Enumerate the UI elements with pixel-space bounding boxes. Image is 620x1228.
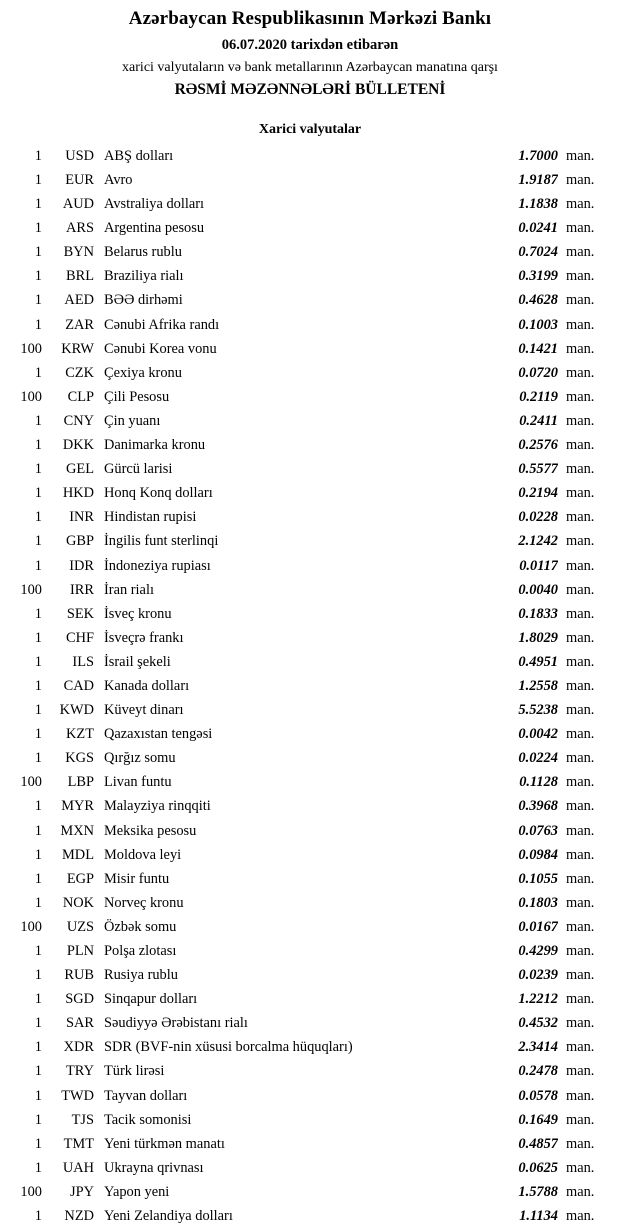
currency-rate: 0.0720 xyxy=(518,364,558,381)
currency-code: DKK xyxy=(62,437,94,454)
currency-unit: man. xyxy=(566,798,595,815)
currency-unit: man. xyxy=(566,533,595,550)
currency-quantity: 1 xyxy=(34,1087,42,1104)
currency-rate: 0.7024 xyxy=(518,244,558,261)
currency-quantity: 1 xyxy=(34,364,42,381)
currency-rate: 0.0228 xyxy=(518,509,558,526)
currency-quantity: 1 xyxy=(34,316,42,333)
currency-rate: 0.1055 xyxy=(518,870,558,887)
currency-name: ABŞ dolları xyxy=(104,147,174,164)
currency-name: BƏƏ dirhəmi xyxy=(104,292,183,309)
currency-code: BRL xyxy=(66,268,94,285)
currency-rate: 0.1649 xyxy=(518,1111,558,1128)
table-row xyxy=(0,168,620,192)
currency-quantity: 1 xyxy=(34,485,42,502)
currency-rate: 0.3968 xyxy=(518,798,558,815)
currency-code: AUD xyxy=(62,196,94,213)
currency-quantity: 100 xyxy=(20,340,42,357)
currency-code: KGS xyxy=(65,750,94,767)
currency-rate: 5.5238 xyxy=(518,702,558,719)
page-title: Azərbaycan Respublikasının Mərkəzi Bankı xyxy=(128,8,492,29)
currency-unit: man. xyxy=(566,774,595,791)
currency-unit: man. xyxy=(566,316,595,333)
currency-code: PLN xyxy=(66,943,94,959)
currency-rate: 0.2411 xyxy=(519,412,558,429)
currency-quantity: 1 xyxy=(34,533,42,550)
currency-quantity: 1 xyxy=(34,557,42,574)
table-row xyxy=(0,1180,620,1204)
currency-name: Polşa zlotası xyxy=(104,943,177,959)
currency-code: IRR xyxy=(70,581,94,598)
effective-date-line: 06.07.2020 tarixdən etibarən xyxy=(221,36,399,53)
table-row xyxy=(0,264,620,288)
currency-quantity: 1 xyxy=(34,967,42,984)
table-row xyxy=(0,144,620,168)
currency-code: GBP xyxy=(66,533,94,550)
currency-quantity: 1 xyxy=(34,677,42,694)
currency-unit: man. xyxy=(566,196,595,213)
currency-unit: man. xyxy=(566,918,595,935)
currency-code: TMT xyxy=(63,1135,94,1152)
currency-quantity: 1 xyxy=(34,1208,42,1225)
currency-rate: 0.2478 xyxy=(518,1063,558,1080)
currency-unit: man. xyxy=(566,629,595,646)
currency-unit: man. xyxy=(566,967,595,984)
table-row xyxy=(0,698,620,722)
currency-quantity: 1 xyxy=(34,437,42,454)
currency-code: MDL xyxy=(62,846,94,863)
currency-quantity: 1 xyxy=(34,268,42,285)
currency-rate: 0.1833 xyxy=(518,605,558,622)
currency-name: Çili Pesosu xyxy=(104,388,170,405)
currency-code: HKD xyxy=(62,485,94,502)
currency-unit: man. xyxy=(566,388,595,405)
currency-code: EUR xyxy=(65,172,94,188)
currency-unit: man. xyxy=(566,605,595,622)
currency-name: Moldova leyi xyxy=(104,846,182,863)
currency-rate: 0.3199 xyxy=(518,268,558,285)
currency-code: NOK xyxy=(62,894,94,911)
currency-quantity: 1 xyxy=(34,172,42,188)
currency-rate: 0.0167 xyxy=(518,918,558,935)
currency-rate: 2.3414 xyxy=(518,1039,558,1056)
currency-unit: man. xyxy=(566,461,595,478)
currency-code: LBP xyxy=(67,774,94,791)
currency-rate: 0.1803 xyxy=(518,894,558,911)
currency-name: Meksika pesosu xyxy=(104,822,197,839)
currency-name: SDR (BVF-nin xüsusi borcalma hüquqları) xyxy=(104,1039,353,1056)
currency-code: USD xyxy=(65,147,94,164)
currency-rate: 1.2212 xyxy=(518,991,558,1008)
currency-quantity: 1 xyxy=(34,943,42,959)
currency-code: ILS xyxy=(72,653,94,670)
currency-code: GEL xyxy=(66,461,94,478)
currency-code: TWD xyxy=(61,1087,94,1104)
currency-quantity: 1 xyxy=(34,147,42,164)
currency-quantity: 1 xyxy=(34,870,42,887)
currency-quantity: 1 xyxy=(34,702,42,719)
currency-unit: man. xyxy=(566,1063,595,1080)
currency-rate: 0.0224 xyxy=(518,750,558,767)
currency-name: Cənubi Korea vonu xyxy=(104,340,217,357)
currency-rate: 0.0117 xyxy=(519,557,558,574)
currency-code: UAH xyxy=(62,1159,94,1176)
currency-code: ZAR xyxy=(65,316,94,333)
currency-name: Kanada dolları xyxy=(104,677,190,694)
currency-unit: man. xyxy=(566,412,595,429)
table-row xyxy=(0,481,620,505)
currency-quantity: 1 xyxy=(34,894,42,911)
currency-name: Rusiya rublu xyxy=(104,967,178,984)
currency-rate: 0.1421 xyxy=(518,340,558,357)
currency-name: Özbək somu xyxy=(104,918,177,935)
currency-quantity: 1 xyxy=(34,1039,42,1056)
currency-name: Danimarka kronu xyxy=(104,437,206,454)
table-row xyxy=(0,1156,620,1180)
currency-unit: man. xyxy=(566,485,595,502)
currency-code: KWD xyxy=(59,702,94,719)
table-row xyxy=(0,433,620,457)
currency-rate: 0.0984 xyxy=(518,846,558,863)
table-row xyxy=(0,529,620,553)
currency-unit: man. xyxy=(566,943,595,959)
currency-quantity: 1 xyxy=(34,605,42,622)
table-row xyxy=(0,554,620,578)
exchange-rates-table xyxy=(0,144,620,1228)
currency-quantity: 1 xyxy=(34,412,42,429)
currency-unit: man. xyxy=(566,1087,595,1104)
currency-rate: 0.0042 xyxy=(518,726,558,743)
currency-name: Küveyt dinarı xyxy=(104,702,184,719)
currency-quantity: 1 xyxy=(34,220,42,237)
currency-name: Tacik somonisi xyxy=(104,1111,192,1128)
currency-rate: 0.4532 xyxy=(518,1015,558,1032)
currency-rate: 0.0763 xyxy=(518,822,558,839)
currency-rate: 0.1128 xyxy=(519,774,558,791)
currency-rate: 0.0625 xyxy=(518,1159,558,1176)
currency-quantity: 1 xyxy=(34,1111,42,1128)
table-row xyxy=(0,770,620,794)
currency-name: Sinqapur dolları xyxy=(104,991,198,1008)
currency-unit: man. xyxy=(566,147,595,164)
currency-rate: 0.2576 xyxy=(518,437,558,454)
currency-name: Livan funtu xyxy=(104,774,172,791)
table-row xyxy=(0,240,620,264)
table-row xyxy=(0,409,620,433)
currency-unit: man. xyxy=(566,822,595,839)
document-bulletin-title: RƏSMİ MƏZƏNNƏLƏRİ BÜLLETENİ xyxy=(174,81,446,99)
table-row xyxy=(0,987,620,1011)
currency-unit: man. xyxy=(566,1159,595,1176)
currency-quantity: 1 xyxy=(34,292,42,309)
currency-quantity: 1 xyxy=(34,509,42,526)
currency-name: Yeni türkmən manatı xyxy=(104,1135,225,1152)
currency-rate: 0.0239 xyxy=(518,967,558,984)
currency-rate: 0.0040 xyxy=(518,581,558,598)
table-row xyxy=(0,602,620,626)
table-row xyxy=(0,505,620,529)
currency-unit: man. xyxy=(566,268,595,285)
document-header xyxy=(0,0,620,100)
table-row xyxy=(0,578,620,602)
currency-name: İngilis funt sterlinqi xyxy=(104,533,219,550)
currency-unit: man. xyxy=(566,340,595,357)
currency-name: Norveç kronu xyxy=(104,894,184,911)
currency-unit: man. xyxy=(566,750,595,767)
currency-name: Çin yuanı xyxy=(104,412,161,429)
table-row xyxy=(0,1011,620,1035)
currency-rate: 0.5577 xyxy=(518,461,558,478)
currency-unit: man. xyxy=(566,220,595,237)
currency-code: SGD xyxy=(65,991,94,1008)
currency-rate: 1.5788 xyxy=(518,1183,558,1200)
currency-rate: 0.4628 xyxy=(518,292,558,309)
currency-code: CNY xyxy=(63,412,94,429)
currency-name: Qırğız somu xyxy=(104,750,176,767)
currency-name: Cənubi Afrika randı xyxy=(104,316,220,333)
currency-code: CZK xyxy=(65,364,94,381)
currency-rate: 1.7000 xyxy=(518,147,558,164)
table-row xyxy=(0,674,620,698)
currency-name: Hindistan rupisi xyxy=(104,509,197,526)
currency-name: Çexiya kronu xyxy=(104,364,182,381)
currency-rate: 0.4951 xyxy=(518,653,558,670)
currency-unit: man. xyxy=(566,581,595,598)
currency-code: KRW xyxy=(61,340,94,357)
table-row xyxy=(0,313,620,337)
currency-name: İsrail şekeli xyxy=(104,653,171,670)
table-row xyxy=(0,385,620,409)
currency-unit: man. xyxy=(566,509,595,526)
currency-rate: 2.1242 xyxy=(518,533,558,550)
table-row xyxy=(0,867,620,891)
table-row xyxy=(0,288,620,312)
table-row xyxy=(0,963,620,987)
currency-quantity: 1 xyxy=(34,244,42,261)
table-row xyxy=(0,794,620,818)
currency-code: NZD xyxy=(64,1208,94,1225)
currency-code: CLP xyxy=(67,388,94,405)
currency-name: Malayziya rinqqiti xyxy=(104,798,211,815)
exchange-rates-body xyxy=(0,144,620,1228)
currency-name: İsveç kronu xyxy=(104,605,172,622)
table-row xyxy=(0,746,620,770)
table-row xyxy=(0,843,620,867)
table-row xyxy=(0,915,620,939)
currency-code: ARS xyxy=(66,220,94,237)
currency-name: Tayvan dolları xyxy=(104,1087,188,1104)
currency-code: UZS xyxy=(66,918,94,935)
currency-name: Gürcü larisi xyxy=(104,461,173,478)
table-row xyxy=(0,1035,620,1059)
currency-rate: 0.2194 xyxy=(518,485,558,502)
currency-name: Braziliya rialı xyxy=(104,268,184,285)
currency-name: Səudiyyə Ərəbistanı rialı xyxy=(104,1015,248,1032)
currency-unit: man. xyxy=(566,292,595,309)
currency-code: AED xyxy=(64,292,94,309)
table-row xyxy=(0,1084,620,1108)
currency-rate: 1.9187 xyxy=(518,172,558,188)
currency-name: Argentina pesosu xyxy=(104,220,205,237)
currency-code: TRY xyxy=(66,1063,94,1080)
currency-quantity: 1 xyxy=(34,798,42,815)
currency-code: JPY xyxy=(70,1183,94,1200)
currency-rate: 0.1003 xyxy=(518,316,558,333)
currency-quantity: 1 xyxy=(34,629,42,646)
currency-quantity: 1 xyxy=(34,653,42,670)
currency-quantity: 100 xyxy=(20,581,42,598)
table-row xyxy=(0,216,620,240)
currency-quantity: 1 xyxy=(34,196,42,213)
document-subtitle: xarici valyutaların və bank metallarının Azərbaycan manatına qarşı xyxy=(122,59,498,75)
currency-quantity: 1 xyxy=(34,1015,42,1032)
table-row xyxy=(0,939,620,963)
currency-unit: man. xyxy=(566,894,595,911)
currency-name: Yapon yeni xyxy=(104,1183,170,1200)
currency-rate: 0.4857 xyxy=(518,1135,558,1152)
table-row xyxy=(0,819,620,843)
section-title-foreign-currencies: Xarici valyutalar xyxy=(258,121,362,137)
currency-rate: 1.1838 xyxy=(518,196,558,213)
currency-rate: 1.1134 xyxy=(519,1208,558,1225)
table-row xyxy=(0,722,620,746)
currency-unit: man. xyxy=(566,1208,595,1225)
table-row xyxy=(0,1059,620,1083)
currency-name: İsveçrə frankı xyxy=(104,629,184,646)
currency-code: CHF xyxy=(66,629,94,646)
currency-name: Avro xyxy=(104,172,133,188)
currency-unit: man. xyxy=(566,244,595,261)
currency-unit: man. xyxy=(566,172,595,188)
currency-unit: man. xyxy=(566,702,595,719)
table-row xyxy=(0,891,620,915)
currency-rate: 1.2558 xyxy=(518,677,558,694)
currency-rate: 0.0241 xyxy=(518,220,558,237)
currency-code: SAR xyxy=(66,1015,94,1032)
currency-code: INR xyxy=(69,509,94,526)
currency-code: BYN xyxy=(63,244,94,261)
table-row xyxy=(0,1108,620,1132)
currency-name: Ukrayna qrivnası xyxy=(104,1159,204,1176)
currency-unit: man. xyxy=(566,726,595,743)
currency-code: XDR xyxy=(63,1039,94,1056)
currency-quantity: 1 xyxy=(34,822,42,839)
currency-quantity: 100 xyxy=(20,1183,42,1200)
currency-rate: 1.8029 xyxy=(518,629,558,646)
currency-unit: man. xyxy=(566,870,595,887)
currency-quantity: 1 xyxy=(34,1159,42,1176)
currency-quantity: 1 xyxy=(34,1063,42,1080)
currency-code: CAD xyxy=(63,677,94,694)
currency-unit: man. xyxy=(566,653,595,670)
currency-name: Avstraliya dolları xyxy=(104,196,205,213)
currency-unit: man. xyxy=(566,557,595,574)
currency-code: KZT xyxy=(66,726,94,743)
currency-unit: man. xyxy=(566,1015,595,1032)
currency-name: İran rialı xyxy=(104,581,154,598)
currency-code: MXN xyxy=(60,822,94,839)
currency-rate: 0.4299 xyxy=(518,943,558,959)
currency-code: RUB xyxy=(64,967,94,984)
currency-name: Türk lirəsi xyxy=(104,1063,165,1080)
currency-name: Belarus rublu xyxy=(104,244,182,261)
currency-unit: man. xyxy=(566,437,595,454)
currency-code: SEK xyxy=(66,605,94,622)
table-row xyxy=(0,650,620,674)
currency-unit: man. xyxy=(566,991,595,1008)
currency-unit: man. xyxy=(566,846,595,863)
currency-quantity: 1 xyxy=(34,750,42,767)
currency-name: Qazaxıstan tengəsi xyxy=(104,726,213,743)
currency-name: Yeni Zelandiya dolları xyxy=(104,1208,233,1225)
currency-unit: man. xyxy=(566,677,595,694)
currency-quantity: 100 xyxy=(20,388,42,405)
currency-quantity: 1 xyxy=(34,1135,42,1152)
currency-code: TJS xyxy=(71,1111,94,1128)
currency-quantity: 1 xyxy=(34,461,42,478)
currency-name: Misir funtu xyxy=(104,870,170,887)
table-row xyxy=(0,361,620,385)
currency-unit: man. xyxy=(566,1111,595,1128)
currency-name: Honq Konq dolları xyxy=(104,485,213,502)
table-row xyxy=(0,626,620,650)
currency-unit: man. xyxy=(566,364,595,381)
currency-code: EGP xyxy=(66,870,94,887)
currency-rate: 0.2119 xyxy=(519,388,558,405)
table-row xyxy=(0,457,620,481)
table-row xyxy=(0,1132,620,1156)
currency-quantity: 1 xyxy=(34,726,42,743)
table-row xyxy=(0,192,620,216)
currency-unit: man. xyxy=(566,1039,595,1056)
currency-code: IDR xyxy=(69,557,94,574)
currency-quantity: 100 xyxy=(20,774,42,791)
currency-unit: man. xyxy=(566,1135,595,1152)
currency-quantity: 1 xyxy=(34,991,42,1008)
currency-quantity: 1 xyxy=(34,846,42,863)
table-row xyxy=(0,1204,620,1228)
currency-name: İndoneziya rupiası xyxy=(104,557,211,574)
currency-code: MYR xyxy=(61,798,94,815)
currency-unit: man. xyxy=(566,1183,595,1200)
currency-rate: 0.0578 xyxy=(518,1087,558,1104)
table-row xyxy=(0,337,620,361)
currency-quantity: 100 xyxy=(20,918,42,935)
